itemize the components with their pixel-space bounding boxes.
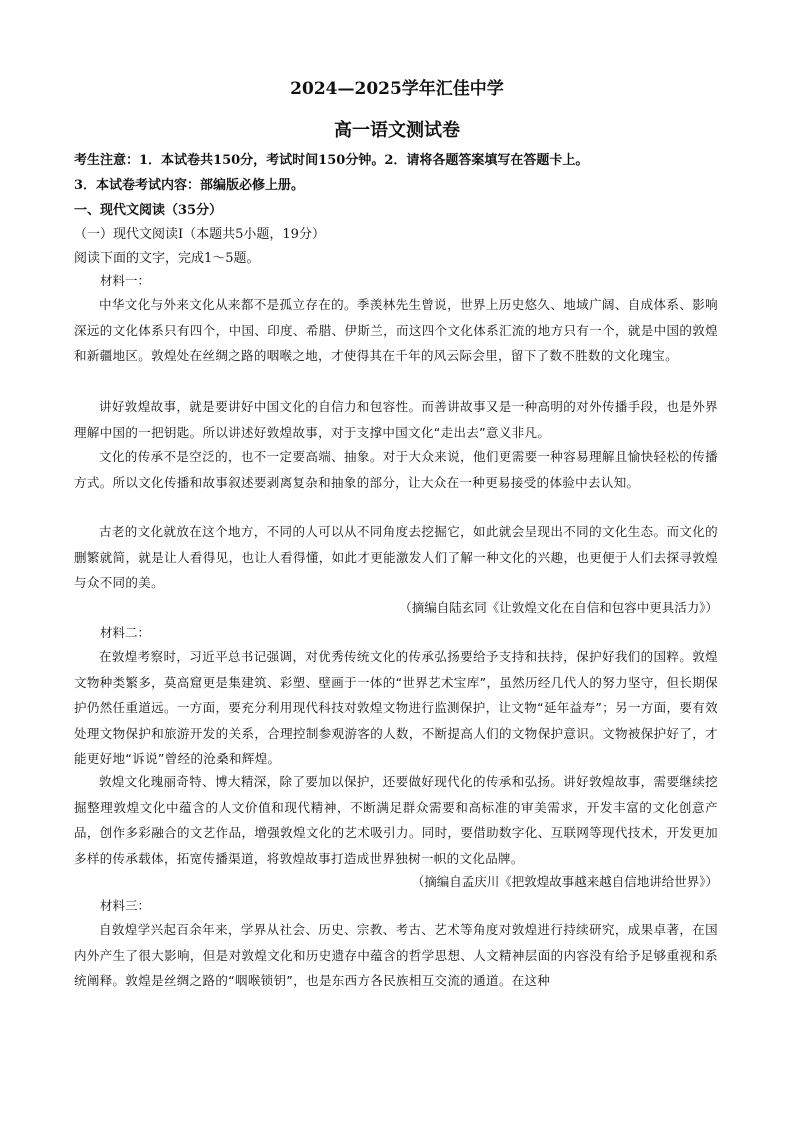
section-sub-heading: （一）现代文阅读Ⅰ（本题共5小题，19分） bbox=[74, 227, 325, 242]
material-1-paragraph: 中华文化与外来文化从来都不是孤立存在的。季羡林先生曾说，世界上历史悠久、地域广阔、自成体系、影响深远的文化体系只有四个，中国、印度、希腊、伊斯兰，而这四个文化体系汇流的地方只有一个，就是中国的敦煌和新疆地区。敦煌处在丝绸之路的咽喉之地，才使得其在千年的风云际会里，留下了数不胜数的文化瑰宝。 bbox=[74, 297, 718, 363]
notice-line-2: 3．本试卷考试内容：部编版必修上册。 bbox=[74, 178, 305, 193]
section-instruction: 阅读下面的文字，完成1～5题。 bbox=[74, 251, 260, 266]
material-2-paragraph: 敦煌文化瑰丽奇特、博大精深，除了要加以保护，还要做好现代化的传承和弘扬。讲好敦煌故事，需要继续挖掘整理敦煌文化中蕴含的人文价值和现代精神，不断满足群众需要和高标准的审美需求，开发丰富的文化创意产品，创作多彩融合的文艺作品，增强敦煌文化的艺术吸引力。同时，要借助数字化、互联网等现代技术，开发更加多样的传承载体，拓宽传播渠道，将敦煌故事打造成世界独树一帜的文化品牌。 bbox=[74, 774, 718, 866]
notice-line-1: 考生注意：1．本试卷共150分，考试时间150分钟。2．请将各题答案填写在答题卡上。 bbox=[74, 153, 589, 168]
material-3-paragraph: 自敦煌学兴起百余年来，学界从社会、历史、宗教、考古、艺术等角度对敦煌进行持续研究，成果卓著，在国内外产生了很大影响，但是对敦煌文化和历史遗存中蕴含的哲学思想、人文精神层面的内容没有给予足够重视和系统阐释。敦煌是丝绸之路的“咽喉锁钥”，也是东西方各民族相互交流的通道。在这种 bbox=[74, 922, 718, 988]
material-1-paragraph: 讲好敦煌故事，就是要讲好中国文化的自信力和包容性。而善讲故事又是一种高明的对外传播手段，也是外界理解中国的一把钥匙。所以讲述好敦煌故事，对于支撑中国文化“走出去”意义非凡。 bbox=[74, 399, 718, 440]
section-heading: 一、现代文阅读（35分） bbox=[74, 203, 223, 218]
material-2-paragraph: 在敦煌考察时，习近平总书记强调，对优秀传统文化的传承弘扬要给予支持和扶持，保护好我们的国粹。敦煌文物种类繁多，莫高窟更是集建筑、彩塑、壁画于一体的“世界艺术宝库”，虽然历经几代人的努力坚守，但长期保护仍然任重道远。一方面，要充分利用现代科技对敦煌文物进行监测保护，让文物“延年益寿”；另一方面，要有效处理文物保护和旅游开发的关系，合理控制参观游客的人数，不断提高人们的文物保护意识。文物被保护好了，才能更好地“诉说”曾经的沧桑和辉煌。 bbox=[74, 649, 718, 766]
material-1-label: 材料一： bbox=[100, 273, 151, 288]
material-3-label: 材料三： bbox=[100, 898, 151, 913]
material-2-label: 材料二： bbox=[100, 625, 151, 640]
material-1-paragraph: 文化的传承不是空泛的，也不一定要高端、抽象。对于大众来说，他们更需要一种容易理解且愉快轻松的传播方式。所以文化传播和故事叙述要剥离复杂和抽象的部分，让大众在一种更易接受的体验中去认知。 bbox=[74, 449, 718, 490]
material-1-paragraph: 古老的文化就放在这个地方，不同的人可以从不同角度去挖掘它，如此就会呈现出不同的文化生态。而文化的删繁就简，就是让人看得见，也让人看得懂，如此才更能激发人们了解一种文化的兴趣，也更便于人们去探寻敦煌与众不同的美。 bbox=[74, 524, 718, 590]
material-2-source: （摘编自孟庆川《把敦煌故事越来越自信地讲给世界》） bbox=[411, 874, 718, 889]
exam-subtitle: 高一语文测试卷 bbox=[334, 120, 460, 141]
material-1-source: （摘编自陆玄同《让敦煌文化在自信和包容中更具活力》） bbox=[399, 600, 718, 615]
exam-title: 2024—2025学年汇佳中学 bbox=[290, 79, 504, 99]
